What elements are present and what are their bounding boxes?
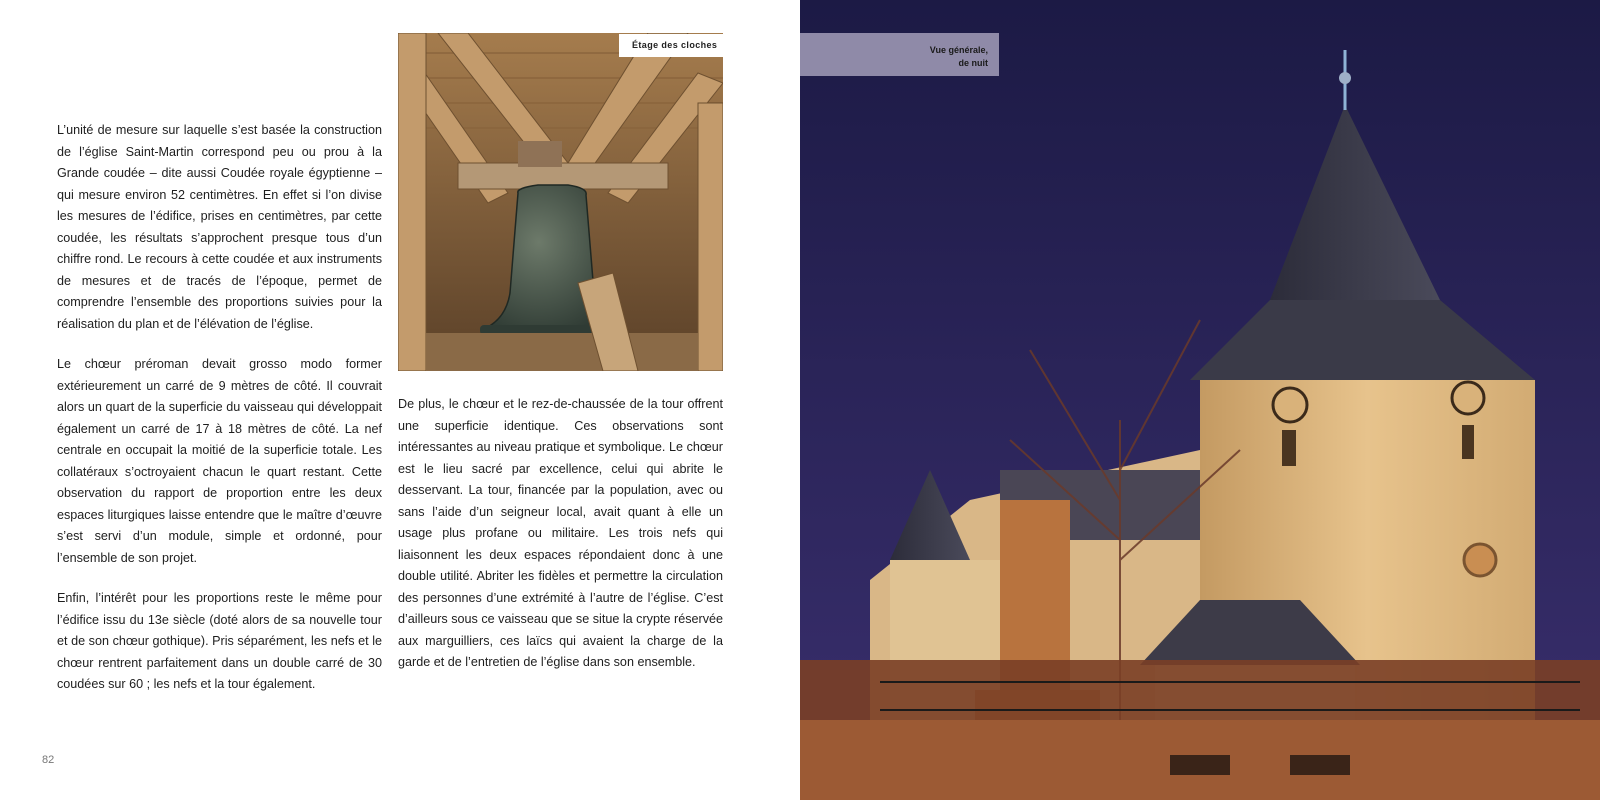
church-night-photo: [800, 0, 1600, 800]
night-caption-line-2: de nuit: [958, 58, 988, 68]
body-paragraph-3: Enfin, l’intérêt pour les proportions reste le même pour l’édifice issu du 13e siècle (doté alors de sa nouvelle tour et de son chœur gothique). Pris séparément, les nefs et le chœur rentrent parfaitement dans un double carré de 30 coudées sur 60 ; les nefs et la tour également.: [57, 591, 382, 691]
body-paragraph-4: De plus, le chœur et le rez-de-chaussée de la tour offrent une superficie identique. Ces observations sont intéressantes au niveau pratique et symbolique. Le chœur est le lieu sacré par excellence, celui qui abrite le desservant. La tour, financée par la population, avec ou sans l’aide d’un seigneur local, avait quant à elle un usage plus profane ou militaire. Les trois nefs qui liaisonnent les deux espaces répondaient donc à une double utilité. Abriter les fidèles et permettre la circulation des personnes d’une extrémité à l’autre de l’église. C’est d’ailleurs sous ce vaisseau que se situe la crypte réservée aux marguilliers, ces laïcs qui avaient la charge de la garde et de l’entretien de l’église dans son ensemble.: [398, 397, 723, 669]
night-photo-caption: [800, 33, 999, 76]
bell-chamber-photo: [398, 33, 723, 371]
bell-illustration: [398, 33, 723, 371]
page-number: 82: [42, 754, 55, 766]
bell-photo-caption: Étage des cloches: [619, 34, 723, 57]
church-illustration: [800, 0, 1600, 800]
night-caption-line-1: Vue générale,: [929, 45, 988, 55]
body-paragraph-1: L’unité de mesure sur laquelle s’est basée la construction de l’église Saint-Martin correspond peu ou prou à la Grande coudée – dite aussi Coudée royale égyptienne – qui mesure environ 52 centimètres. En effet si l’on divise les mesures de l’édifice, prises en centimètres, par cette coudée, les résultats s’approchent presque tous d’un chiffre rond. Le recours à cette coudée et aux instruments de mesures et de tracés de l’époque, permet de comprendre l’ensemble des proportions suivies pour la réalisation du plan et de l’élévation de l’église.: [57, 123, 382, 331]
body-paragraph-2: Le chœur préroman devait grosso modo former extérieurement un carré de 9 mètres de côté. Il couvrait alors un quart de la superficie du vaisseau qui développait également un carré de 17 à 18 mètres de côté. La nef centrale en occupait la moitié de la superficie totale. Les collatéraux s’octroyaient chacun le quart restant. Cette observation du rapport de proportion entre les deux espaces liturgiques laisse entendre que le maître d’œuvre s’est servi d’un module, simple et ordonné, pour l’ensemble de son projet.: [57, 357, 382, 565]
left-page: [0, 0, 799, 800]
